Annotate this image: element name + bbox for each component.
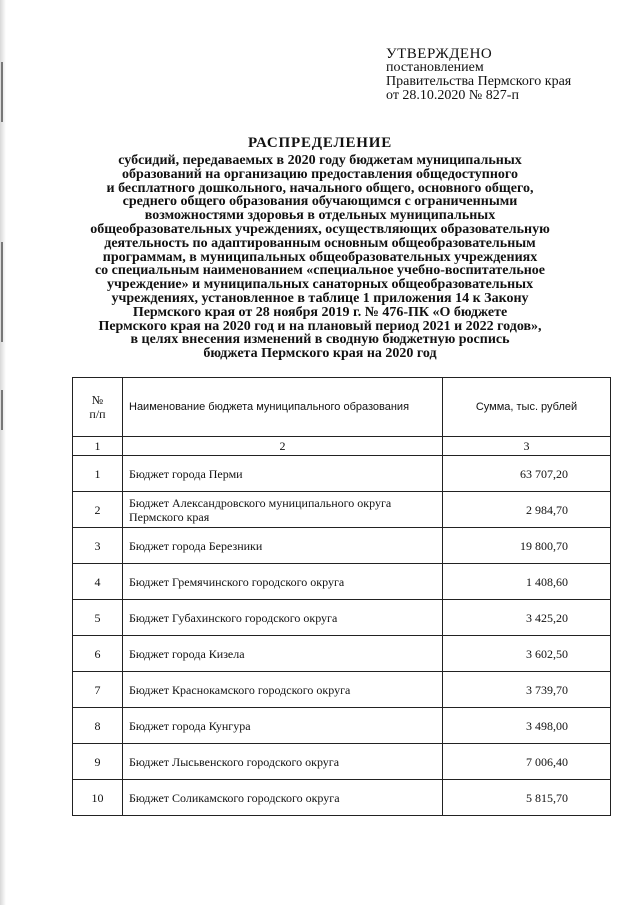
header-number-symbol: № [91, 393, 104, 407]
row-sum: 19 800,70 [443, 528, 611, 564]
approval-stamp [386, 47, 626, 103]
row-sum: 5 815,70 [443, 780, 611, 816]
table-row [73, 672, 611, 708]
row-budget-name: Бюджет Гремячинского городского округа [123, 564, 443, 600]
column-number-row [73, 437, 611, 456]
approval-line: Правительства Пермского края [386, 74, 572, 89]
row-number: 5 [73, 600, 123, 636]
subtitle-line: и бесплатного дошкольного, начального общего, основного общего, [106, 180, 534, 196]
row-number: 3 [73, 528, 123, 564]
subtitle-line: Пермского края на 2020 год и на плановый период 2021 и 2022 годов», [98, 318, 542, 334]
approval-line: постановлением [386, 60, 484, 75]
row-number: 7 [73, 672, 123, 708]
document-subtitle [80, 154, 560, 361]
subtitle-line: в целях внесения изменений в сводную бюджетную роспись [130, 332, 510, 348]
subtitle-line: образований на организацию предоставления общедоступного [122, 166, 518, 182]
subtitle-line: возможностями здоровья в отдельных муниципальных [144, 208, 496, 224]
subtitle-line: общеобразовательных учреждениях, осуществляющих образовательную [90, 221, 550, 237]
column-number: 3 [443, 437, 611, 456]
row-number: 8 [73, 708, 123, 744]
row-number: 4 [73, 564, 123, 600]
row-budget-name: Бюджет города Кунгура [123, 708, 443, 744]
subtitle-line: Пермского края от 28 ноября 2019 г. № 476-ПК «О бюджете [132, 304, 508, 320]
row-sum: 63 707,20 [443, 456, 611, 492]
subtitle-line: бюджета Пермского края на 2020 год [203, 346, 437, 362]
column-number: 1 [73, 437, 123, 456]
table-row [73, 636, 611, 672]
scan-mark [1, 390, 3, 430]
table-row [73, 708, 611, 744]
approval-line: от 28.10.2020 № 827-п [386, 88, 519, 103]
table-header-row [73, 378, 611, 437]
row-number: 10 [73, 780, 123, 816]
row-budget-name: Бюджет Лысьвенского городского округа [123, 744, 443, 780]
row-sum: 2 984,70 [443, 492, 611, 528]
subtitle-line: среднего общего образования обучающимся с ограниченными [122, 194, 518, 210]
table-row [73, 564, 611, 600]
table-row [73, 780, 611, 816]
row-sum: 3 425,20 [443, 600, 611, 636]
row-sum: 3 602,50 [443, 636, 611, 672]
subtitle-line: со специальным наименованием «специальное учебно-воспитательное [94, 263, 546, 279]
row-budget-name: Бюджет Губахинского городского округа [123, 600, 443, 636]
row-budget-name: Бюджет города Кизела [123, 636, 443, 672]
row-budget-name: Бюджет Соликамского городского округа [123, 780, 443, 816]
column-number: 2 [123, 437, 443, 456]
header-number [73, 378, 123, 437]
row-number: 6 [73, 636, 123, 672]
row-sum: 1 408,60 [443, 564, 611, 600]
header-sum: Сумма, тыс. рублей [443, 378, 611, 437]
subtitle-line: деятельность по адаптированным основным общеобразовательным [104, 235, 536, 251]
row-number: 2 [73, 492, 123, 528]
row-number: 9 [73, 744, 123, 780]
scan-mark [1, 62, 3, 122]
row-sum: 3 498,00 [443, 708, 611, 744]
header-number-label: п/п [89, 407, 106, 421]
row-budget-name: Бюджет Александровского муниципального округа Пермского края [123, 492, 443, 528]
subtitle-line: субсидий, передаваемых в 2020 году бюджетам муниципальных [118, 153, 522, 168]
table-row [73, 528, 611, 564]
subtitle-line: учреждение» и муниципальных санаторных общеобразовательных [106, 277, 534, 293]
scan-mark [1, 242, 3, 342]
table-row [73, 744, 611, 780]
row-number: 1 [73, 456, 123, 492]
row-budget-name: Бюджет города Перми [123, 456, 443, 492]
table-row [73, 492, 611, 528]
subtitle-line: учреждениях, установленное в таблице 1 приложения 14 к Закону [111, 290, 529, 306]
table-row [73, 456, 611, 492]
approval-heading: УТВЕРЖДЕНО [386, 46, 493, 62]
row-sum: 3 739,70 [443, 672, 611, 708]
header-budget-name: Наименование бюджета муниципального образования [123, 378, 443, 437]
subtitle-line: программам, в муниципальных общеобразовательных учреждениях [102, 249, 538, 265]
document-title: РАСПРЕДЕЛЕНИЕ [247, 135, 393, 151]
row-budget-name: Бюджет города Березники [123, 528, 443, 564]
row-sum: 7 006,40 [443, 744, 611, 780]
row-budget-name: Бюджет Краснокамского городского округа [123, 672, 443, 708]
table-row [73, 600, 611, 636]
subsidy-table [72, 377, 611, 816]
